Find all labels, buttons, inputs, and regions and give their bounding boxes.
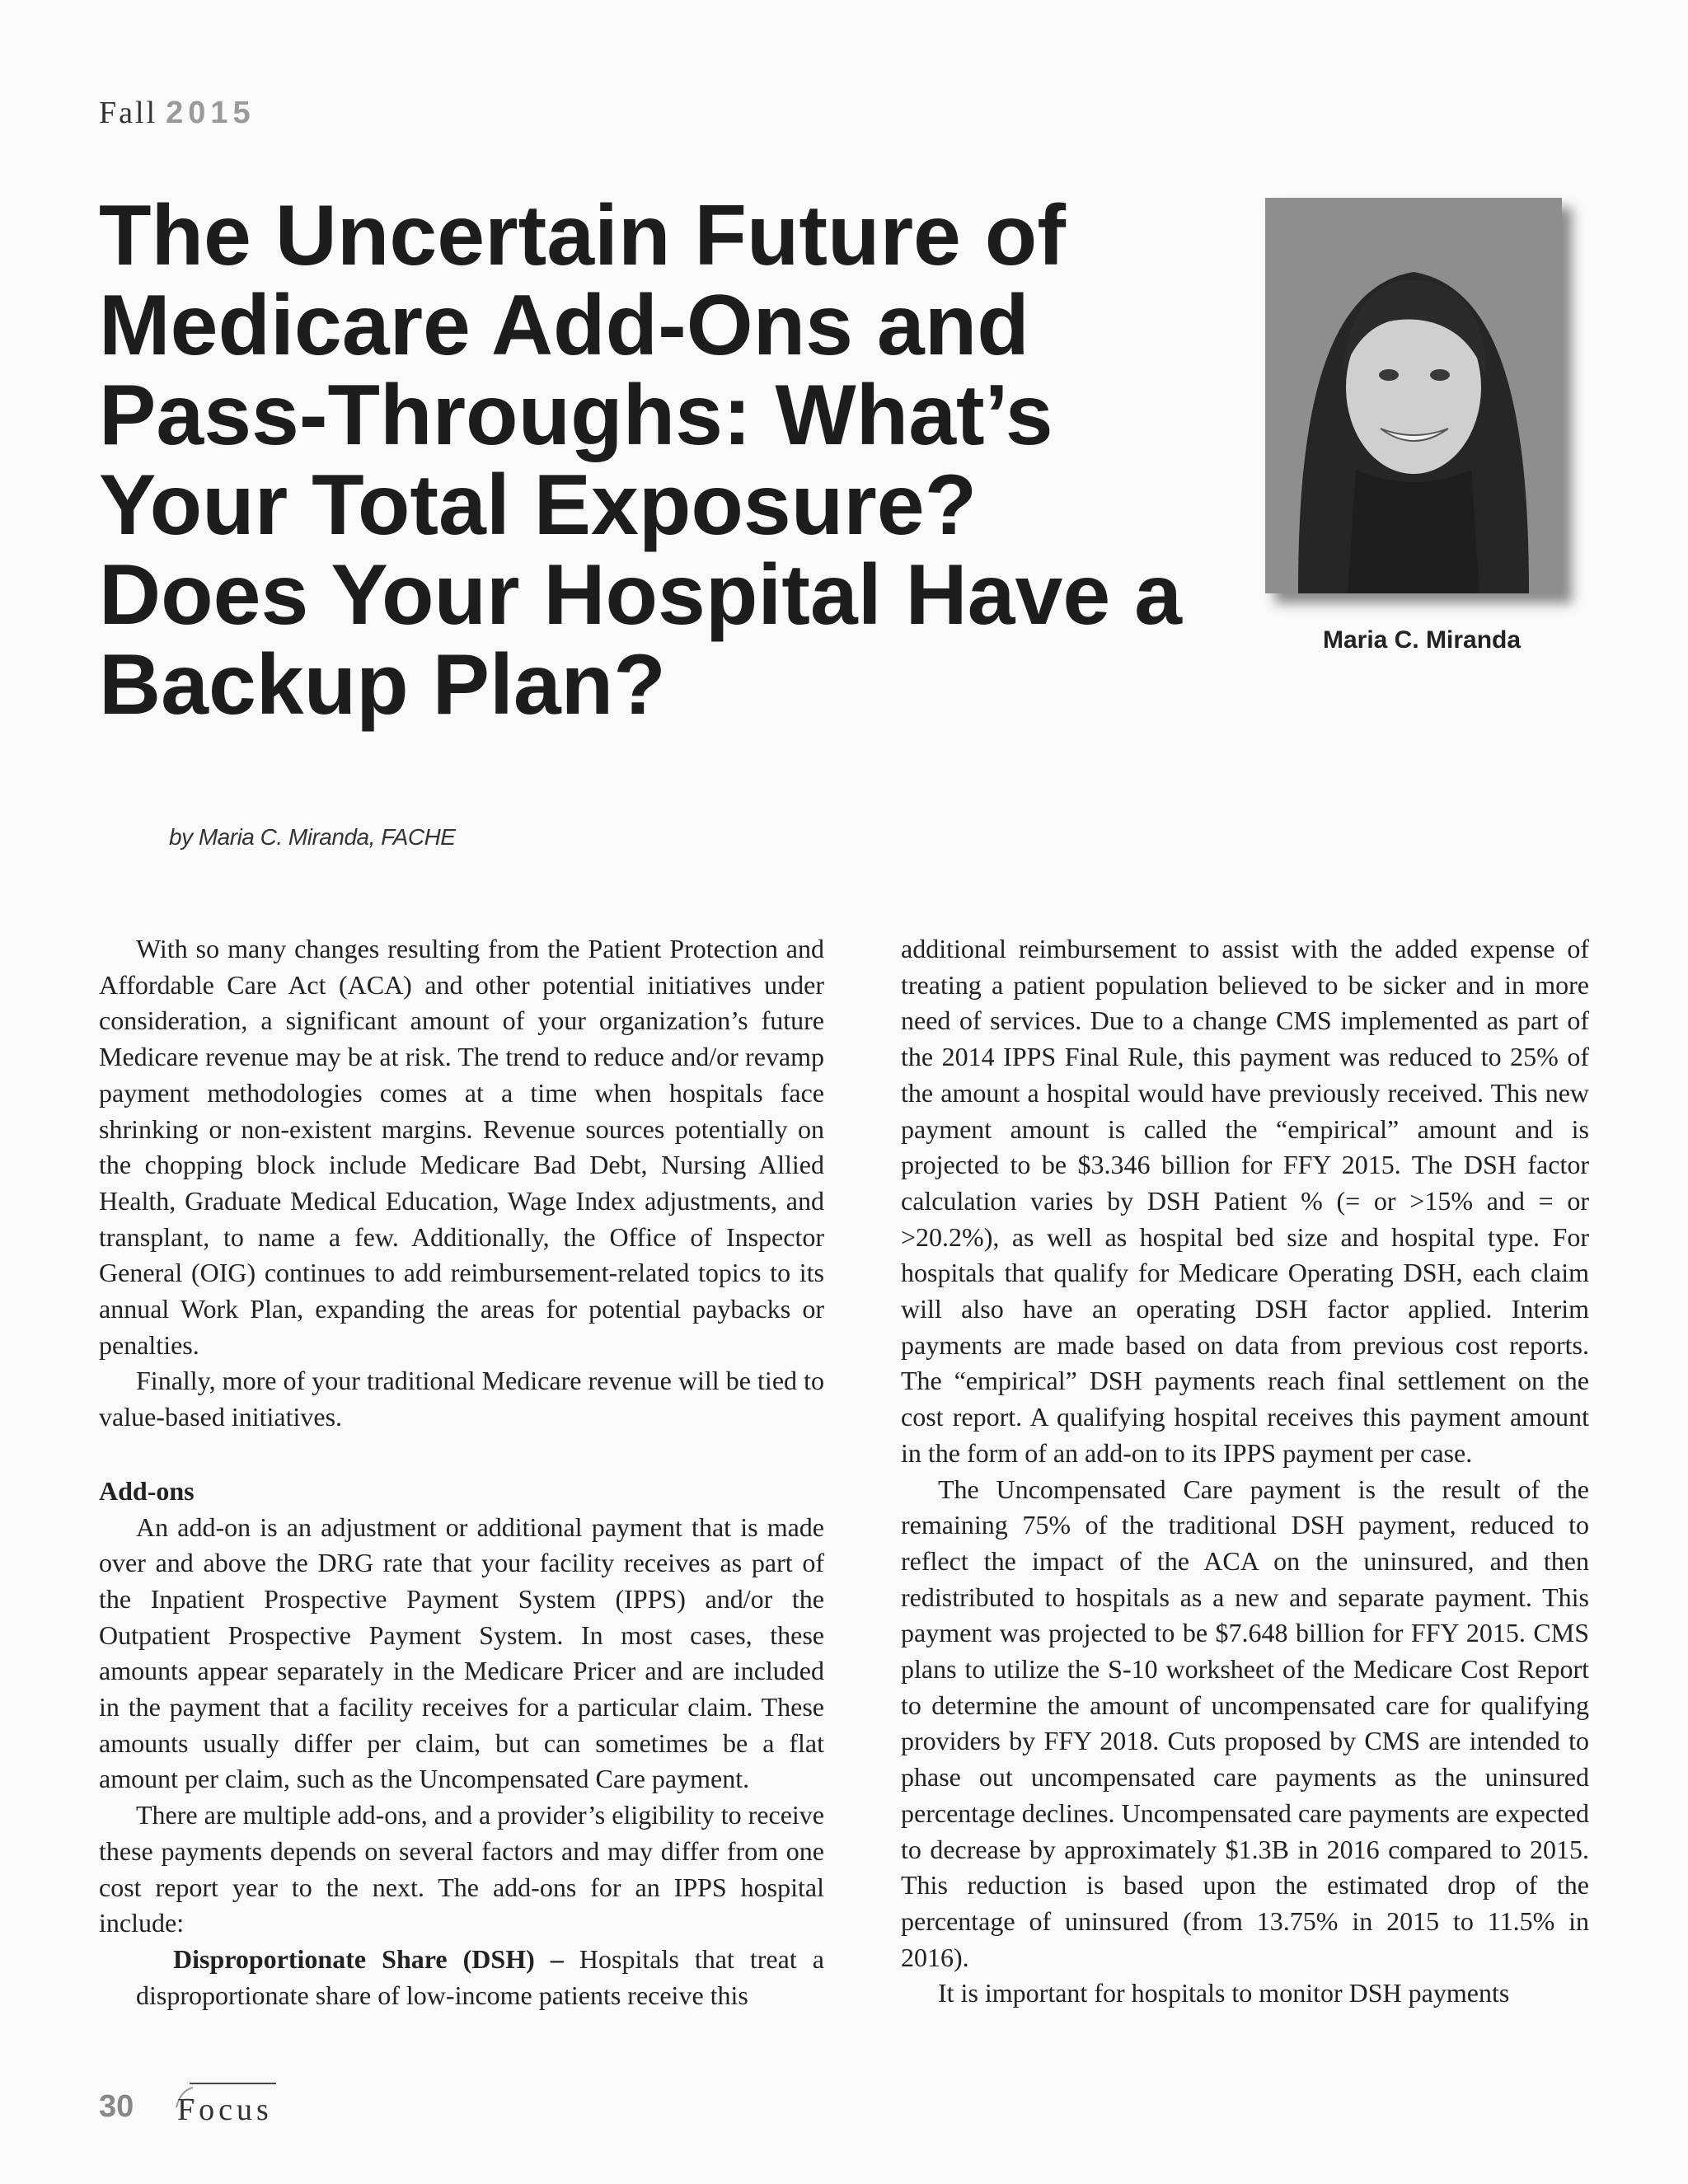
paragraph: It is important for hospitals to monitor DSH payments <box>938 1978 1510 2008</box>
paragraph: There are multiple add-ons, and a provider’s eligibility to receive these payments depends on several factors and may differ from one cost report year to the next. The add-ons for an IPPS hospital include: <box>99 1800 824 1938</box>
dsh-text: Hospitals that treat a disproportionate share of low-income patients receive this <box>136 1943 825 2010</box>
author-portrait-icon <box>1265 198 1562 593</box>
paragraph: An add-on is an adjustment or additional payment that is made over and above the DRG rate that your facility receives as part of the Inpatient Prospective Payment System (IPPS) and/or the Outpatient Prospective Payment System. In most cases, these amounts appear separately in the Medicare Pricer and are included in the payment that a facility receives for a particular claim. These amounts usually differ per claim, but can sometimes be a flat amount per claim, such as the Uncompensated Care payment. <box>99 1511 824 1794</box>
photo-caption: Maria C. Miranda <box>1322 626 1522 654</box>
paragraph: With so many changes resulting from the Patient Protection and Affordable Care Act (ACA) and other potential initiatives under consideration, a significant amount of your organization’s future Medicare revenue may be at risk. The trend to reduce and/or revamp payment methodologies comes at a time when hospitals face shrinking or non-existent margins. Revenue sources potentially on the chopping block include Medicare Bad Debt, Nursing Allied Health, Graduate Medical Education, Wage Index adjustments, and transplant, to name a few. Additionally, the Office of Inspector General (OIG) continues to add reimbursement-related topics to its annual Work Plan, expanding the areas for potential paybacks or penalties. <box>99 934 824 1360</box>
issue-year: 2015 <box>166 96 256 130</box>
author-photo <box>1265 198 1562 593</box>
paragraph: The Uncompensated Care payment is the result of the remaining 75% of the traditional DSH payment, reduced to reflect the impact of the ACA on the uninsured, and then redistributed to hospitals as a new and separate payment. This payment was projected to be $7.648 billion for FFY 2015. CMS plans to utilize the S-10 worksheet of the Medicare Cost Report to determine the amount of uncompensated care for qualifying providers by FFY 2018. Cuts proposed by CMS are intended to phase out uncompensated care payments as the uninsured percentage declines. Uncompensated care payments are expected to decrease by approximately $1.3B in 2016 compared to 2015. This reduction is based upon the estimated drop of the percentage of uninsured (from 13.75% in 2015 to 11.5% in 2016). <box>901 1474 1589 1972</box>
page-number: 30 <box>99 2089 134 2124</box>
left-column <box>99 931 824 2013</box>
publication-name: Focus <box>177 2093 273 2127</box>
paragraph: additional reimbursement to assist with the added expense of treating a patient population believed to be sicker and in more need of services. Due to a change CMS implemented as part of the 2014 IPPS Final Rule, this payment was reduced to 25% of the amount a hospital would have previously received. This new payment amount is called the “empirical” amount and is projected to be $3.346 billion for FFY 2015. The DSH factor calculation varies by DSH Patient % (= or >15% and = or >20.2%), as well as hospital bed size and hospital type. For hospitals that qualify for Medicare Operating DSH, each claim will also have an operating DSH factor applied. Interim payments are made based on data from previous cost reports. The “empirical” DSH payments reach final settlement on the cost report. A qualifying hospital receives this payment amount in the form of an add-on to its IPPS payment per case. <box>901 934 1589 1468</box>
footer-rule <box>190 2083 276 2084</box>
section-heading: Add-ons <box>99 1475 195 1506</box>
dsh-term: Disproportionate Share (DSH) – <box>173 1943 564 1974</box>
issue-date <box>99 95 256 131</box>
paragraph: Finally, more of your traditional Medicare revenue will be tied to value-based initiatives. <box>99 1366 824 1432</box>
issue-season: Fall <box>99 96 158 130</box>
right-column <box>901 931 1589 2012</box>
article-title: The Uncertain Future of Medicare Add-Ons and Pass-Throughs: What’s Your Total Exposure? Does Your Hospital Have a Backup Plan? <box>99 188 1182 733</box>
dsh-paragraph <box>99 1942 824 2013</box>
byline: by Maria C. Miranda, FACHE <box>169 824 456 850</box>
